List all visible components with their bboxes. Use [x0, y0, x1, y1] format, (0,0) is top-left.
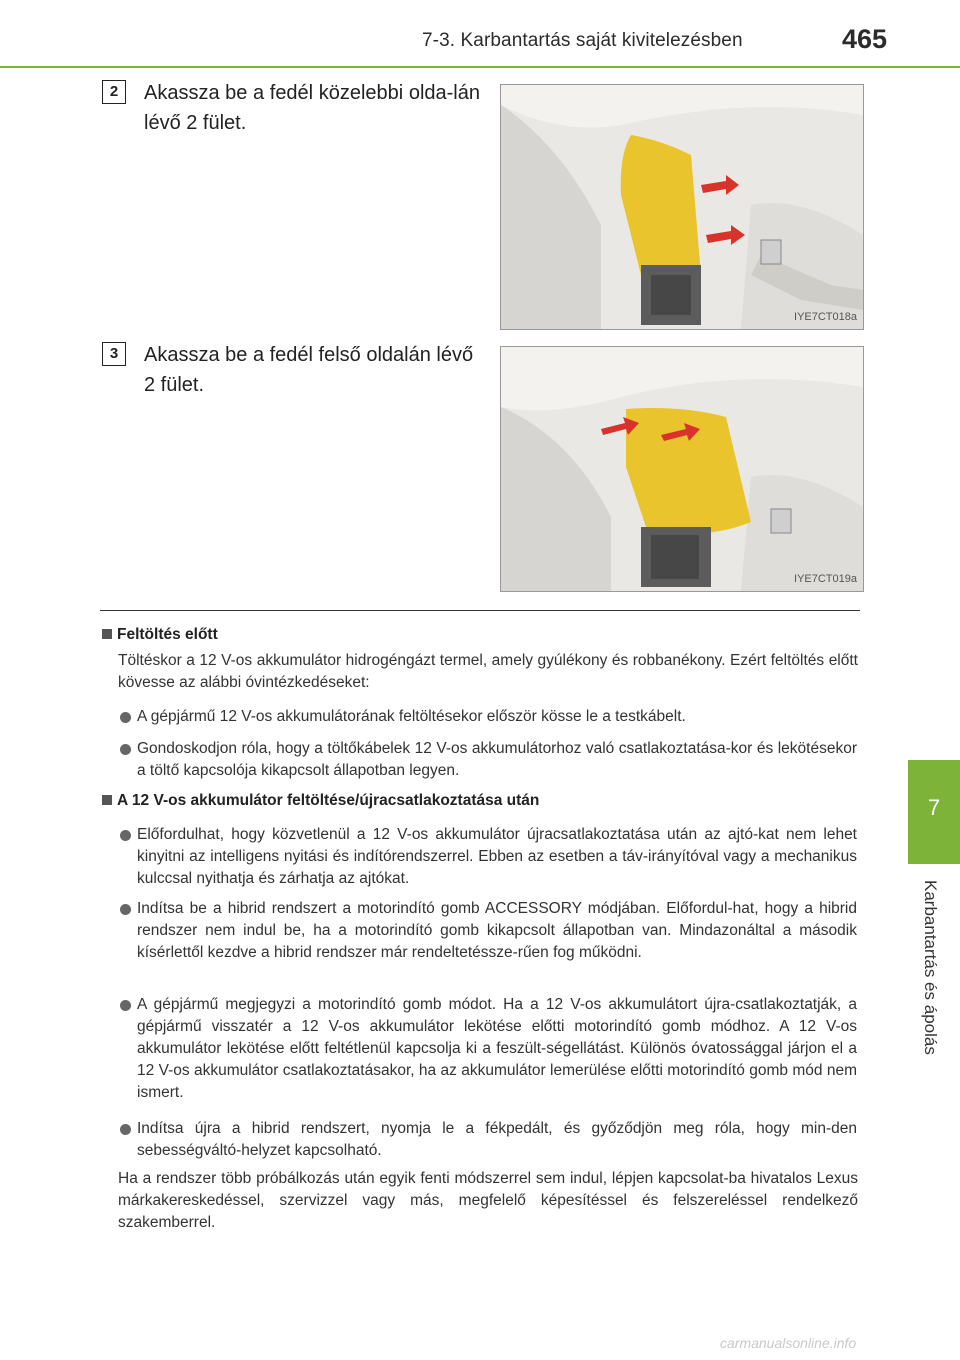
image-code: IYE7CT018a — [794, 311, 857, 323]
bullet-dot-icon — [120, 830, 131, 841]
header-divider — [0, 66, 960, 68]
bullet-text: Indítsa újra a hibrid rendszert, nyomja le a fékpedált, és győződjön meg róla, hogy min-den sebességváltó-helyzet kapcsolható. — [137, 1120, 857, 1159]
bullet-dot-icon — [120, 1000, 131, 1011]
bullet-text: Indítsa be a hibrid rendszert a motorindító gomb ACCESSORY módjában. Előfordul-hat, hogy a hibrid rendszer nem indul be, ha a motorindító gomb kikapcsolt állapotban van. Mindazonáltal a második kísérlettől kezdve a hibrid rendszer már rendeltetéssze-rűen fog működni. — [137, 900, 857, 961]
bullet-text: A gépjármű megjegyzi a motorindító gomb módot. Ha a 12 V-os akkumulátort újra-csatlakoztatják, a gépjármű visszatér a 12 V-os akkumulátor lekötése előtti motorindító gomb módhoz. A 12 V-os akkumulátor lekötése előtt feltétlenül kapcsolja ki a feszült-ségellátást. Különös óvatossággal járjon el a 12 V-os akkumulátor csatlakoztatásakor, ha az akkumulátor lemerülése előtti motorindító gomb mód nem ismert. — [137, 996, 857, 1101]
footer-watermark: carmanualsonline.info — [720, 1335, 857, 1351]
image-code: IYE7CT019a — [794, 573, 857, 585]
step-number-badge: 2 — [102, 80, 126, 104]
square-bullet-icon — [102, 629, 112, 639]
bullet-text: A gépjármű 12 V-os akkumulátorának feltöltésekor először kösse le a testkábelt. — [137, 708, 686, 725]
step-instruction: Akassza be a fedél felső oldalán lévő 2 fület. — [144, 344, 474, 396]
section-heading: Feltöltés előtt — [102, 626, 218, 644]
step-number-badge: 3 — [102, 342, 126, 366]
square-bullet-icon — [102, 795, 112, 805]
bullet-dot-icon — [120, 1124, 131, 1135]
chapter-label: Karbantartás és ápolás — [921, 880, 940, 1055]
chapter-number: 7 — [927, 795, 941, 820]
page-number: 465 — [842, 24, 888, 54]
step-photo — [500, 346, 864, 592]
bullet-dot-icon — [120, 712, 131, 723]
section-divider — [100, 610, 860, 611]
step-photo — [500, 84, 864, 330]
section-intro: Töltéskor a 12 V-os akkumulátor hidrogéngázt termel, amely gyúlékony és robbanékony. Ezért feltöltés előtt kövesse az alábbi óvintézkedéseket: — [118, 652, 858, 691]
step-instruction: Akassza be a fedél közelebbi olda-lán lévő 2 fület. — [144, 82, 480, 134]
bullet-dot-icon — [120, 744, 131, 755]
section-heading: A 12 V-os akkumulátor feltöltése/újracsatlakoztatása után — [102, 792, 539, 810]
header-title: 7-3. Karbantartás saját kivitelezésben — [422, 30, 743, 51]
bullet-dot-icon — [120, 904, 131, 915]
bullet-text: Gondoskodjon róla, hogy a töltőkábelek 12 V-os akkumulátorhoz való csatlakoztatása-kor és lekötésekor a töltő kapcsolója kikapcsolt állapotban legyen. — [137, 740, 857, 779]
section-closing: Ha a rendszer több próbálkozás után egyik fenti módszerrel sem indul, lépjen kapcsolat-ba hivatalos Lexus márkakereskedéssel, szervizzel vagy más, megfelelő képesítéssel és felszereléssel rendelkező szakemberrel. — [118, 1170, 858, 1231]
bullet-text: Előfordulhat, hogy közvetlenül a 12 V-os akkumulátor újracsatlakoztatása után az ajtó-kat nem lehet kinyitni az intelligens nyitási és indítórendszerrel. Ebben az esetben a táv-irányítóval vagy a mechanikus kulccsal nyithatja és zárhatja az ajtókat. — [137, 826, 857, 887]
